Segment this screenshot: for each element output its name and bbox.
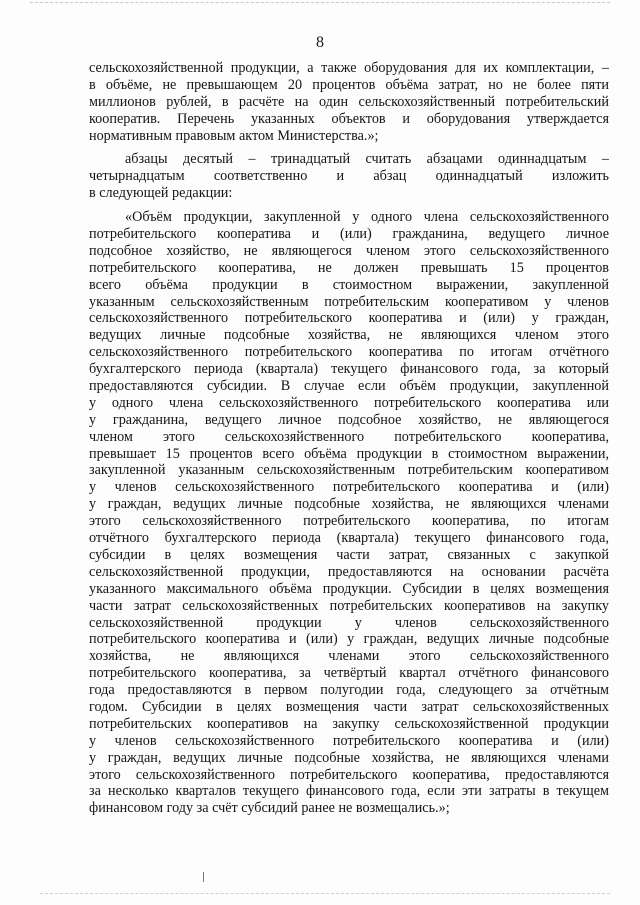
text-line: потребительского кооператива, не должен превышать 15 процентов [89,259,609,276]
text-line: четырнадцатым соответственно и абзац одиннадцатый изложить [89,168,609,185]
text-line: всего объёма продукции в стоимостном выражении, закупленной [89,276,609,293]
scan-edge-top [30,2,610,4]
text-line: у граждан, ведущих личные подсобные хозяйства, не являющихся членами [89,749,609,766]
text-line: этого сельскохозяйственного потребительского кооператива, предоставляются [89,766,609,783]
text-line: ведущих личные подсобные хозяйства, не являющихся членом этого [89,327,609,344]
text-line: этого сельскохозяйственного потребительского кооператива, по итогам [89,513,609,530]
text-line: субсидии в целях возмещения части затрат, связанных с закупкой [89,546,609,563]
text-line: финансовом году за счёт субсидий ранее не возмещались.»; [89,800,450,817]
text-line: за несколько кварталов текущего финансового года, если эти затраты в текущем [89,783,609,800]
amendment-paragraph [89,151,609,202]
text-line: бухгалтерского периода (квартала) текущего финансового года, за который [89,361,609,378]
text-line: подсобное хозяйство, не являющегося членом этого сельскохозяйственного [89,242,609,259]
text-line: сельскохозяйственного потребительского кооператива по итогам отчётного [89,344,609,361]
text-line: у членов сельскохозяйственного потребительского кооператива и (или) [89,479,609,496]
text-line: нормативным правовым актом Министерства.»; [89,127,379,144]
text-line: закупленной указанным сельскохозяйственным потребительским кооперативом [89,462,609,479]
text-line: у гражданина, ведущего личное подсобное хозяйство, не являющегося [89,411,609,428]
text-line: в следующей редакции: [89,185,233,202]
text-line: потребительских кооперативов на закупку сельскохозяйственной продукции [89,715,609,732]
text-line: превышает 15 процентов всего объёма продукции в стоимостном выражении, [89,445,609,462]
text-line: указанным сельскохозяйственным потребительским кооперативом у членов [89,293,609,310]
text-line: абзацы десятый – тринадцатый считать абзацами одиннадцатым – [125,151,609,168]
text-line: у одного члена сельскохозяйственного потребительского кооператива или [89,394,609,411]
text-line: членом этого сельскохозяйственного потребительского кооператива, [89,428,609,445]
text-line: потребительского кооператива и (или) гражданина, ведущего личное [89,226,609,243]
text-line: хозяйства, не являющихся членами этого сельскохозяйственного [89,648,609,665]
scan-edge-bottom [40,893,610,895]
text-line: кооператив. Перечень указанных объектов и оборудования утверждается [89,110,609,127]
text-line: в объёме, не превышающем 20 процентов объёма затрат, но не более пяти [89,76,609,93]
text-line: сельскохозяйственной продукции у членов сельскохозяйственного [89,614,609,631]
text-line: сельскохозяйственной продукции, а также оборудования для их комплектации, – [89,60,609,76]
document-body [89,60,609,817]
text-line: потребительского кооператива, за четвёртый квартал отчётного финансового [89,665,609,682]
text-line: у граждан, ведущих личные подсобные хозяйства, не являющихся членами [89,496,609,513]
text-line: сельскохозяйственной продукции, предоставляются на основании расчёта [89,563,609,580]
text-line: предоставляются субсидии. В случае если объём продукции, закупленной [89,378,609,395]
text-line: года предоставляются в первом полугодии года, следующего за отчётным [89,682,609,699]
text-line: отчётного бухгалтерского периода (квартала) текущего финансового года, [89,530,609,547]
text-line: у членов сельскохозяйственного потребительского кооператива и (или) [89,732,609,749]
quoted-paragraph [89,209,609,817]
page-number: 8 [316,34,324,51]
text-line: миллионов рублей, в расчёте на один сельскохозяйственный потребительский [89,93,609,110]
intro-paragraph [89,60,609,144]
text-line: части затрат сельскохозяйственных потребительских кооперативов на закупку [89,597,609,614]
text-line: «Объём продукции, закупленной у одного члена сельскохозяйственного [125,209,609,226]
text-line: указанного максимального объёма продукции. Субсидии в целях возмещения [89,580,609,597]
scan-mark [203,872,204,882]
text-line: сельскохозяйственного потребительского кооператива и (или) у граждан, [89,310,609,327]
text-line: годом. Субсидии в целях возмещения части затрат сельскохозяйственных [89,698,609,715]
text-line: потребительского кооператива и (или) у граждан, ведущих личные подсобные [89,631,609,648]
